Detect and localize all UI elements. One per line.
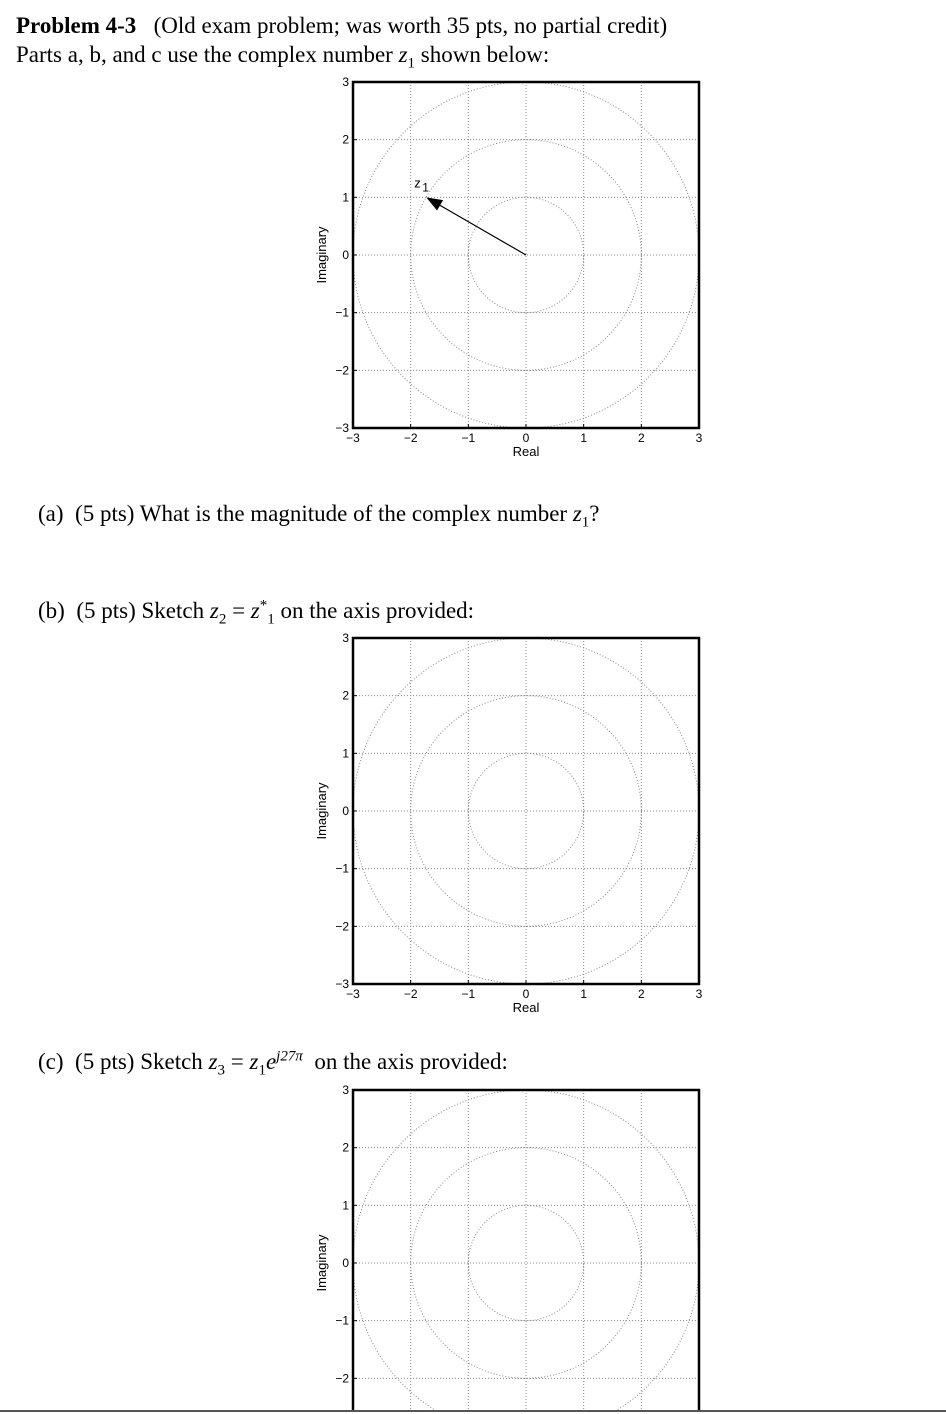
y-axis-label: Imaginary — [314, 226, 329, 284]
part-c-sub-lhs: 3 — [217, 1062, 226, 1079]
part-a-question: What is the magnitude of the complex number — [139, 501, 568, 526]
reference-circle — [411, 1148, 642, 1379]
problem-heading — [16, 12, 667, 40]
y-tick-label: −2 — [335, 919, 349, 934]
part-b-prefix: Sketch — [141, 598, 205, 623]
part-c — [38, 1048, 508, 1079]
part-b-points: (5 pts) — [76, 598, 136, 623]
intro-text: Parts a, b, and c use the complex number — [16, 42, 393, 67]
part-b-var-rhs: z — [250, 598, 260, 623]
part-b-label: (b) — [38, 598, 65, 623]
part-a-label: (a) — [38, 501, 64, 526]
x-tick-label: 1 — [580, 987, 588, 1001]
plot-3-svg — [300, 1082, 720, 1410]
x-tick-label: −1 — [461, 987, 476, 1001]
part-a-sub: 1 — [581, 514, 590, 531]
vector-z1-line — [440, 205, 526, 255]
y-tick-label: 0 — [342, 248, 349, 262]
problem-note: (Old exam problem; was worth 35 pts, no partial credit) — [153, 13, 668, 38]
y-tick-label: 1 — [342, 1198, 349, 1213]
part-b — [38, 597, 475, 628]
x-tick-label: −3 — [346, 431, 360, 445]
x-tick-label: 2 — [637, 987, 645, 1001]
plot-1 — [300, 74, 720, 474]
y-tick-label: 2 — [342, 688, 349, 703]
part-c-prefix: Sketch — [140, 1049, 203, 1074]
part-a-points: (5 pts) — [75, 501, 135, 526]
y-tick-label: 1 — [342, 190, 349, 205]
x-tick-label: 2 — [637, 431, 645, 445]
x-tick-label: −3 — [346, 987, 360, 1001]
y-tick-label: 2 — [342, 132, 349, 147]
y-tick-label: 2 — [342, 1140, 349, 1155]
y-tick-label: 0 — [342, 804, 349, 818]
part-b-sub-lhs: 2 — [218, 611, 227, 628]
part-c-tail: on the axis provided: — [314, 1049, 508, 1074]
part-c-points: (5 pts) — [75, 1049, 135, 1074]
y-axis-label: Imaginary — [314, 1234, 329, 1292]
plot-3 — [300, 1082, 720, 1410]
x-tick-label: 3 — [695, 987, 703, 1001]
x-tick-label: 0 — [522, 431, 530, 445]
intro-sub: 1 — [407, 55, 416, 72]
vector-z1-label-sub: 1 — [422, 180, 429, 195]
y-tick-label: −1 — [335, 305, 349, 320]
y-tick-label: −3 — [335, 977, 349, 991]
y-tick-label: −2 — [335, 1371, 349, 1386]
part-b-tail: on the axis provided: — [280, 598, 475, 623]
part-b-sup-rhs: * — [259, 597, 268, 614]
x-axis-label: Real — [512, 444, 540, 459]
y-tick-label: −1 — [335, 1313, 349, 1328]
problem-intro — [16, 41, 550, 72]
x-tick-label: −1 — [461, 431, 476, 445]
part-a-var: z — [572, 501, 582, 526]
y-tick-label: 1 — [342, 746, 349, 761]
vector-z1-arrowhead — [426, 197, 443, 210]
part-c-exp-sup: j27π — [276, 1048, 303, 1065]
plot-1-svg — [300, 74, 720, 474]
y-tick-label: 0 — [342, 1256, 349, 1270]
y-axis-label: Imaginary — [314, 782, 329, 840]
y-tick-label: −3 — [335, 421, 349, 435]
vector-z1-label: z — [414, 175, 421, 191]
problem-label: Problem 4-3 — [16, 13, 137, 38]
part-c-sub-rhs: 1 — [258, 1062, 266, 1079]
part-b-sub-rhs: 1 — [267, 611, 275, 628]
x-tick-label: −2 — [403, 431, 418, 445]
y-tick-label: −1 — [335, 861, 349, 876]
part-b-eq: = — [232, 598, 246, 623]
part-b-var-lhs: z — [209, 598, 219, 623]
x-tick-label: 3 — [695, 431, 703, 445]
intro-var: z — [398, 42, 408, 67]
part-c-var-lhs: z — [208, 1049, 218, 1074]
x-tick-label: −2 — [403, 987, 418, 1001]
intro-tail: shown below: — [420, 42, 550, 67]
part-a — [38, 500, 600, 531]
x-tick-label: 0 — [522, 987, 530, 1001]
y-tick-label: 3 — [342, 1083, 349, 1097]
x-axis-label: Real — [512, 1000, 540, 1015]
page-bottom-rule — [0, 1410, 946, 1412]
x-tick-label: 1 — [580, 431, 588, 445]
part-c-exp-base: e — [265, 1049, 277, 1074]
part-c-eq: = — [230, 1049, 244, 1074]
y-tick-label: 3 — [342, 631, 349, 645]
plot-2 — [300, 630, 720, 1030]
reference-circle — [411, 696, 642, 927]
y-tick-label: −2 — [335, 363, 349, 378]
part-c-var-rhs: z — [249, 1049, 259, 1074]
plot-2-svg — [300, 630, 720, 1030]
part-a-tail: ? — [589, 501, 600, 526]
y-tick-label: 3 — [342, 75, 349, 89]
part-c-label: (c) — [38, 1049, 64, 1074]
